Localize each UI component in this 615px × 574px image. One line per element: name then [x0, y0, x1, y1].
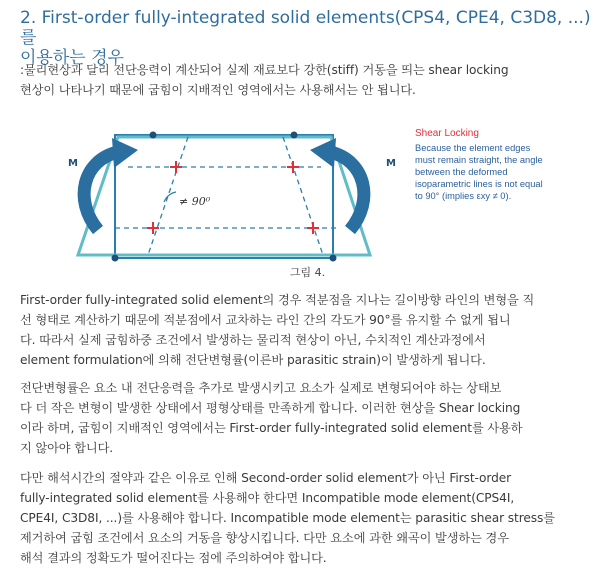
annotation-line-3: between the deformed: [415, 167, 508, 177]
node-top-right: [291, 132, 298, 139]
annotation-line-4: isoparametric lines is not equal: [415, 179, 543, 189]
paragraph-3-line-3: CPE4I, C3D8I, ...)를 사용해야 합니다. Incompatible mode element는 parasitic shear stress를: [20, 511, 555, 525]
intro-line-1: :물리현상과 달리 전단응력이 계산되어 실제 재료보다 강한(stiff) 거동을 띄는 shear locking: [20, 63, 509, 77]
paragraph-3-line-1: 다만 해석시간의 절약과 같은 이유로 인해 Second-order solid element가 아닌 First-order: [20, 471, 512, 485]
node-bottom-right: [330, 255, 337, 262]
annotation-text: [415, 143, 543, 201]
right-moment-arrow-body: [330, 152, 364, 230]
annotation-line-2: must remain straight, the angle: [415, 155, 543, 165]
right-moment-label: M: [386, 158, 396, 169]
annotation-line-5: to 90° (implies εxy ≠ 0).: [415, 191, 512, 201]
figure-caption: 그림 4.: [289, 266, 326, 279]
paragraph-1-line-4: element formulation에 의해 전단변형률(이른바 parasitic strain)이 발생하게 됩니다.: [20, 353, 486, 367]
shear-locking-figure: [68, 120, 543, 265]
paragraph-2-line-3: 이라 하며, 굽힘이 지배적인 영역에서는 First-order fully-integrated solid element를 사용하: [20, 421, 523, 435]
node-bottom-left: [112, 255, 119, 262]
heading-line-2: 이용하는 경우: [20, 48, 124, 68]
paragraph-1-line-2: 선 형태로 계산하기 때문에 적분점에서 교차하는 라인 간의 각도가 90°를 유지할 수 없게 됩니: [20, 313, 511, 327]
right-moment-arrowhead: [310, 138, 336, 168]
integration-points: [147, 161, 319, 234]
paragraph-1-line-3: 다. 따라서 실제 굽힘하중 조건에서 발생하는 물리적 현상이 아닌, 수치적인 계산과정에서: [20, 333, 486, 347]
left-moment-arrowhead: [112, 138, 138, 168]
paragraph-2-line-4: 지 않아야 합니다.: [20, 441, 114, 455]
paragraph-1: [20, 290, 600, 370]
paragraph-3: [20, 468, 600, 568]
annotation-line-1: Because the element edges: [415, 143, 531, 153]
element-diagram: [68, 120, 543, 265]
paragraph-3-line-5: 해석 결과의 정확도가 떨어진다는 점에 주의하여야 합니다.: [20, 551, 327, 565]
paragraph-1-line-1: First-order fully-integrated solid element의 경우 적분점을 지나는 길이방향 라인의 변형을 직: [20, 293, 535, 307]
heading-line-1: 2. First-order fully-integrated solid elements(CPS4, CPE4, C3D8, ...)를: [20, 8, 591, 48]
intro-paragraph: [20, 60, 600, 100]
angle-label: ≠ 90⁰: [179, 195, 211, 208]
node-top-left: [150, 132, 157, 139]
paragraph-3-line-4: 제거하여 굽힘 조건에서 요소의 거동을 향상시킵니다. 다만 요소에 과한 왜곡이 발생하는 경우: [20, 531, 509, 545]
original-element-outline: [115, 135, 333, 258]
section-heading: [20, 8, 600, 68]
paragraph-3-line-2: fully-integrated solid element를 사용해야 한다면 Incompatible mode element(CPS4I,: [20, 491, 515, 505]
annotation-title: Shear Locking: [415, 128, 479, 139]
intro-line-2: 현상이 나타나기 때문에 굽힘이 지배적인 영역에서는 사용해서는 안 됩니다.: [20, 83, 416, 97]
paragraph-2: [20, 378, 600, 458]
paragraph-2-line-1: 전단변형률은 요소 내 전단응력을 추가로 발생시키고 요소가 실제로 변형되어야 하는 상태보: [20, 381, 502, 395]
left-moment-label: M: [68, 158, 78, 169]
paragraph-2-line-2: 다 더 작은 변형이 발생한 상태에서 평형상태를 만족하게 합니다. 이러한 현상을 Shear locking: [20, 401, 521, 415]
